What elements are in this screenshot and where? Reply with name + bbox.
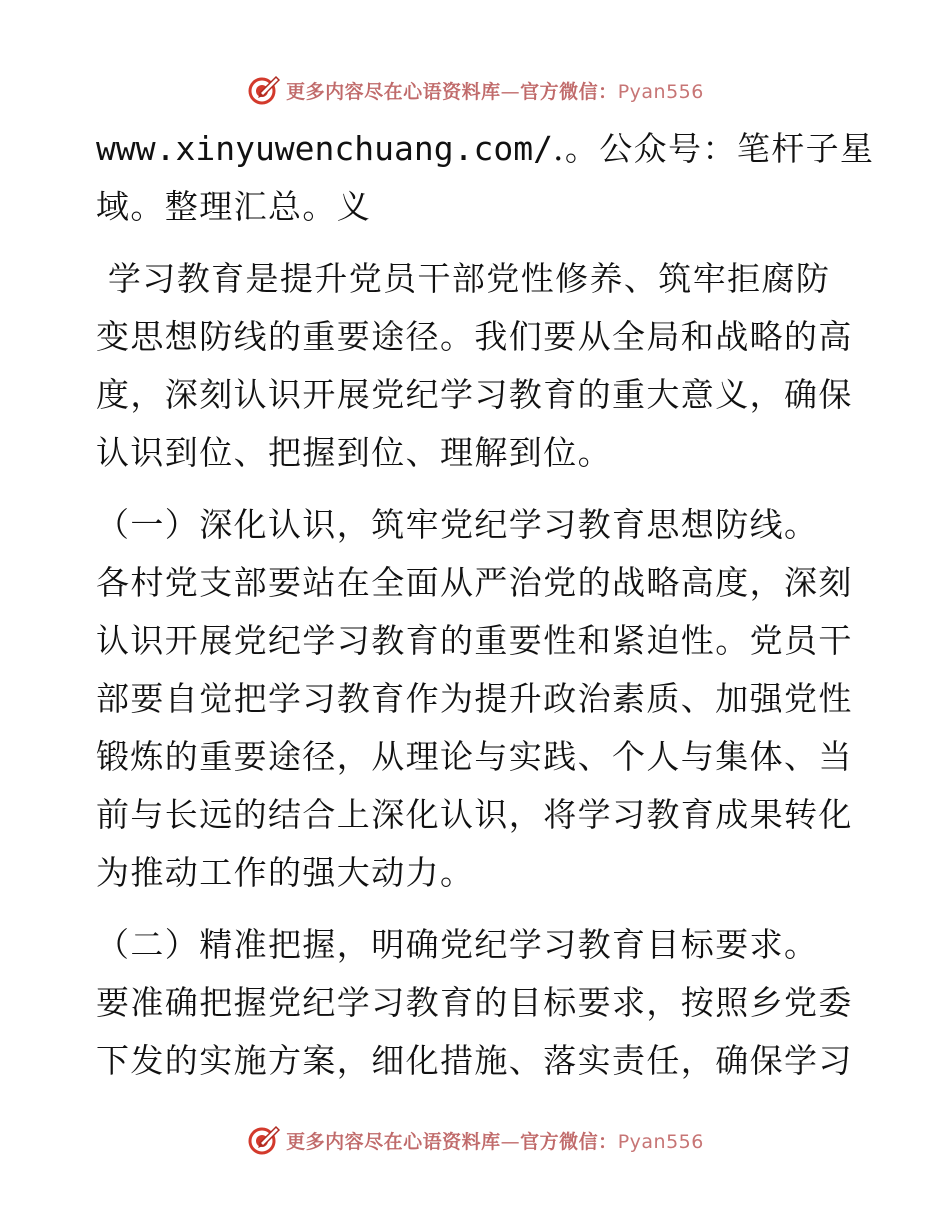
header-brand: 更多内容尽在心语资料库 bbox=[286, 80, 501, 103]
para1-line-3: 度，深刻认识开展党纪学习教育的重大意义，确保 bbox=[96, 375, 853, 414]
intro-line-2: 域。整理汇总。义 bbox=[96, 187, 372, 226]
section1-line-2: 认识开展党纪学习教育的重要性和紧迫性。党员干 bbox=[96, 621, 853, 660]
section1-line-5: 前与长远的结合上深化认识，将学习教育成果转化 bbox=[96, 795, 853, 834]
section1-line-3: 部要自觉把学习教育作为提升政治素质、加强党性 bbox=[96, 679, 853, 718]
header-banner bbox=[0, 68, 950, 112]
footer-banner bbox=[0, 1118, 950, 1162]
para1-line-4: 认识到位、把握到位、理解到位。 bbox=[96, 433, 612, 472]
footer-banner-text bbox=[286, 1127, 704, 1154]
para1-line-1: 学习教育是提升党员干部党性修养、筑牢拒腐防 bbox=[96, 259, 831, 298]
section1-heading: （一）深化认识，筑牢党纪学习教育思想防线。 bbox=[96, 505, 819, 544]
header-official: 官方微信： bbox=[520, 80, 618, 103]
footer-official: 官方微信： bbox=[520, 1130, 618, 1153]
pen-logo-icon bbox=[246, 73, 280, 107]
section1-line-1: 各村党支部要站在全面从严治党的战略高度，深刻 bbox=[96, 563, 853, 602]
intro-line-1-rest: .。公众号：笔杆子星 bbox=[552, 129, 875, 168]
para1-line-2: 变思想防线的重要途径。我们要从全局和战略的高 bbox=[96, 317, 853, 356]
section2-line-2: 下发的实施方案，细化措施、落实责任，确保学习 bbox=[96, 1041, 853, 1080]
header-banner-text bbox=[286, 77, 704, 104]
pen-logo-icon bbox=[246, 1123, 280, 1157]
header-handle: Pyan556 bbox=[617, 80, 704, 103]
section2-heading: （二）精准把握，明确党纪学习教育目标要求。 bbox=[96, 925, 819, 964]
section1-line-4: 锻炼的重要途径，从理论与实践、个人与集体、当 bbox=[96, 737, 853, 776]
document-body bbox=[96, 120, 875, 1090]
section1-line-6: 为推动工作的强大动力。 bbox=[96, 853, 475, 892]
footer-handle: Pyan556 bbox=[617, 1130, 704, 1153]
section2-line-1: 要准确把握党纪学习教育的目标要求，按照乡党委 bbox=[96, 983, 853, 1022]
intro-url: www.xinyuwenchuang.com/ bbox=[96, 129, 553, 168]
header-dash: — bbox=[500, 80, 521, 103]
intro-line-1 bbox=[96, 120, 875, 178]
footer-dash: — bbox=[500, 1130, 521, 1153]
footer-brand: 更多内容尽在心语资料库 bbox=[286, 1130, 501, 1153]
